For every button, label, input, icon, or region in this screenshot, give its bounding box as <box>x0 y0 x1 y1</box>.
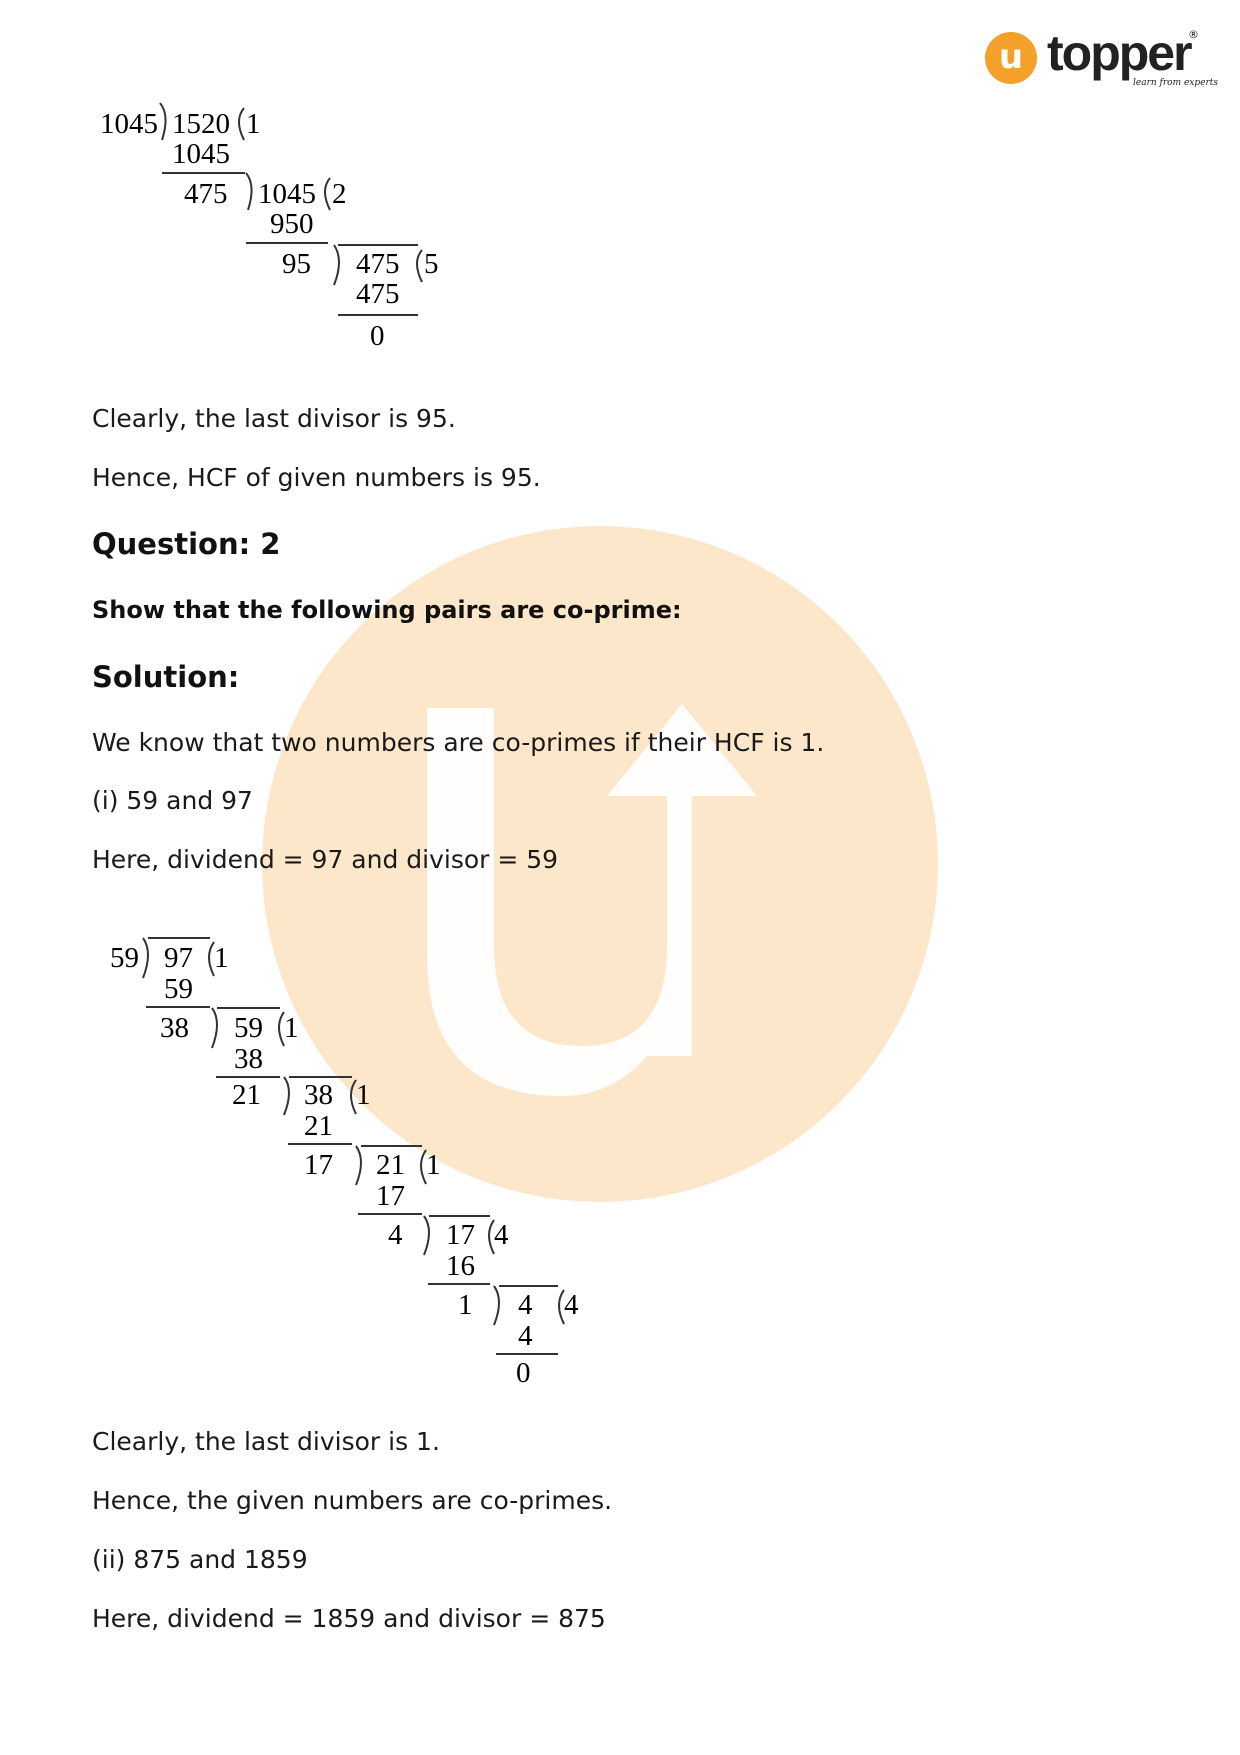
division-step-1 <box>110 938 229 1007</box>
product-text: 17 <box>376 1180 405 1212</box>
product-text: 475 <box>356 278 400 310</box>
divisor-text: 1 <box>458 1289 473 1321</box>
divisor-text: 59 <box>110 942 139 974</box>
division-step-3 <box>232 1077 371 1144</box>
dividend-text: 475 <box>356 248 400 280</box>
quotient-text: 1 <box>426 1149 441 1181</box>
quotient-text: 2 <box>332 178 347 210</box>
logo-u-icon: u <box>985 32 1037 84</box>
division-step-4 <box>304 1146 441 1214</box>
quotient-text: 4 <box>564 1289 579 1321</box>
last-divisor-1-text: Clearly, the last divisor is 1. <box>92 1427 440 1456</box>
divisor-text: 95 <box>282 248 311 280</box>
dividend-text: 38 <box>304 1079 333 1111</box>
dividend-text: 17 <box>446 1219 475 1251</box>
quotient-text: 1 <box>356 1079 371 1111</box>
part-i-setup-text: Here, dividend = 97 and divisor = 59 <box>92 845 559 874</box>
division-diagram-coprime <box>0 920 1240 1390</box>
remainder-text: 0 <box>516 1357 531 1389</box>
dividend-text: 21 <box>376 1149 405 1181</box>
product-text: 38 <box>234 1043 263 1075</box>
product-text: 21 <box>304 1110 333 1142</box>
product-text: 16 <box>446 1250 475 1282</box>
remainder-text: 0 <box>370 320 385 352</box>
hcf-95-text: Hence, HCF of given numbers is 95. <box>92 463 541 492</box>
divisor-text: 21 <box>232 1079 261 1111</box>
divisor-text: 17 <box>304 1149 333 1181</box>
question-heading: Question: 2 <box>92 527 281 561</box>
divisor-text: 4 <box>388 1219 403 1251</box>
division-step-2 <box>184 173 347 243</box>
part-ii-text: (ii) 875 and 1859 <box>92 1545 308 1574</box>
quotient-text: 1 <box>246 108 261 140</box>
dividend-text: 97 <box>164 942 193 974</box>
dividend-text: 59 <box>234 1012 263 1044</box>
quotient-text: 1 <box>284 1012 299 1044</box>
division-step-2 <box>160 1008 299 1077</box>
part-ii-setup-text: Here, dividend = 1859 and divisor = 875 <box>92 1604 606 1633</box>
divisor-text: 1045 <box>100 108 158 140</box>
solution-heading: Solution: <box>92 660 240 694</box>
dividend-text: 1520 <box>172 108 230 140</box>
question-text: Show that the following pairs are co-prime: <box>92 596 682 624</box>
logo-tagline: learn from experts <box>1133 78 1219 88</box>
product-text: 1045 <box>172 138 230 170</box>
part-i-text: (i) 59 and 97 <box>92 786 253 815</box>
product-text: 4 <box>518 1320 533 1352</box>
coprime-rule-text: We know that two numbers are co-primes if their HCF is 1. <box>92 728 825 757</box>
dividend-text: 4 <box>518 1289 533 1321</box>
quotient-text: 5 <box>424 248 439 280</box>
divisor-text: 38 <box>160 1012 189 1044</box>
product-text: 950 <box>270 208 314 240</box>
divisor-text: 475 <box>184 178 228 210</box>
division-step-3 <box>282 245 439 352</box>
division-diagram-hcf-95 <box>0 0 1240 380</box>
coprime-conclusion-text: Hence, the given numbers are co-primes. <box>92 1486 613 1515</box>
registered-mark: ® <box>1188 28 1199 41</box>
division-step-6 <box>458 1286 579 1389</box>
division-step-5 <box>388 1216 509 1284</box>
logo-wordmark: topper <box>1047 25 1191 81</box>
product-text: 59 <box>164 973 193 1005</box>
dividend-text: 1045 <box>258 178 316 210</box>
division-step-1 <box>100 103 261 173</box>
quotient-text: 1 <box>214 942 229 974</box>
quotient-text: 4 <box>494 1219 509 1251</box>
last-divisor-95-text: Clearly, the last divisor is 95. <box>92 404 456 433</box>
